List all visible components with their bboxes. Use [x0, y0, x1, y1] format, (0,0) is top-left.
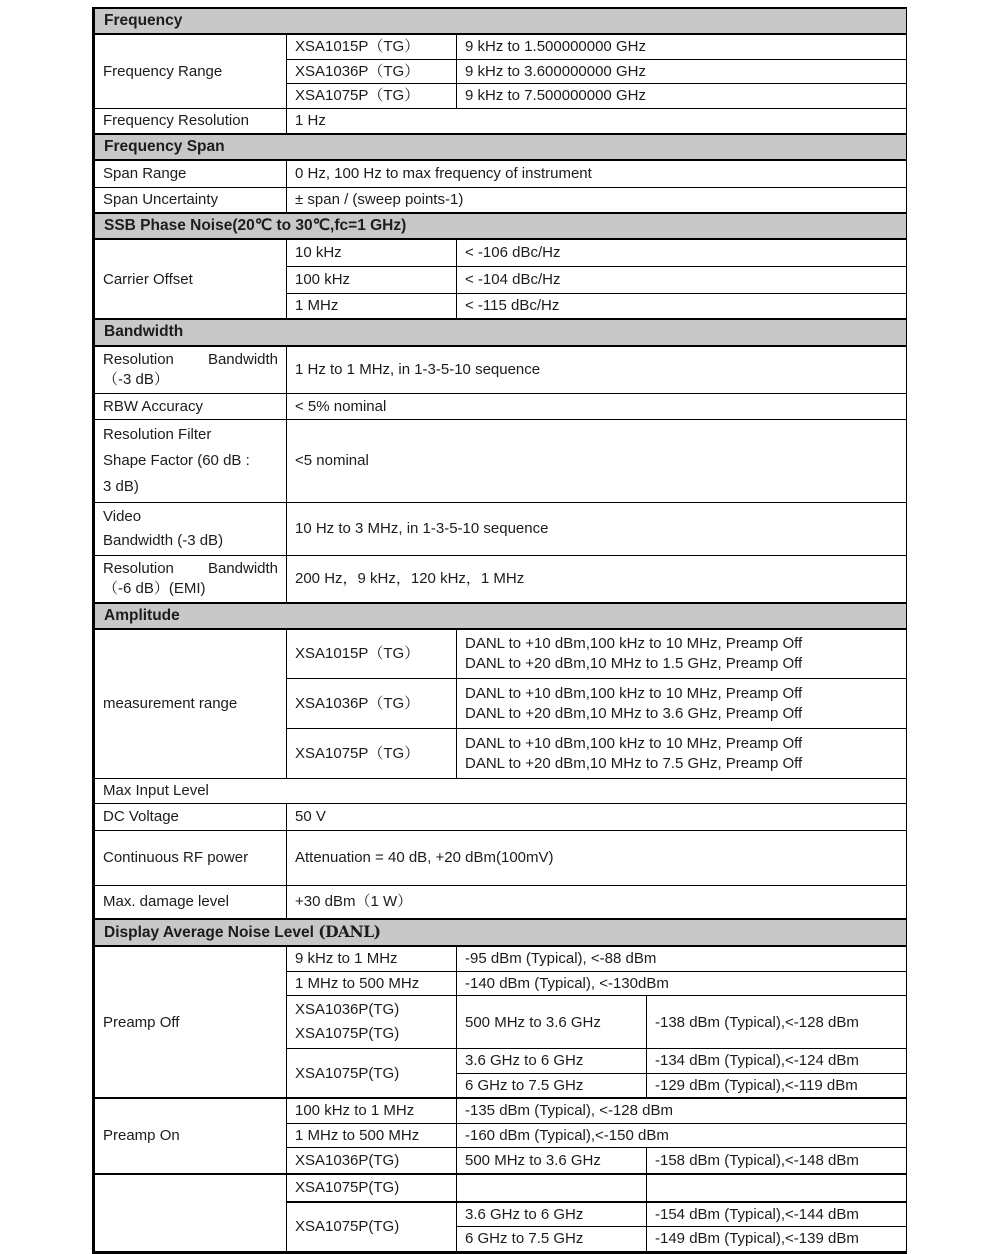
measurement-range-value-line2: DANL to +20 dBm,10 MHz to 1.5 GHz, Preamp Off: [465, 654, 803, 672]
section-header-frequency-span: Frequency Span: [94, 134, 907, 160]
value-cell: Attenuation = 40 dB, +20 dBm(100mV): [287, 830, 907, 885]
rbw-3db-label-line2: （-3 dB）: [103, 370, 169, 388]
value-cell: -158 dBm (Typical),<-148 dBm: [647, 1148, 907, 1174]
value-cell: -129 dBm (Typical),<-119 dBm: [647, 1073, 907, 1098]
measurement-range-value-line2: DANL to +20 dBm,10 MHz to 7.5 GHz, Preamp Off: [465, 754, 803, 772]
value-cell: -160 dBm (Typical),<-150 dBm: [457, 1123, 907, 1148]
range-cell: 3.6 GHz to 6 GHz: [457, 1202, 647, 1227]
model-cell: XSA1075P（TG）: [287, 84, 457, 109]
value-cell: +30 dBm（1 W）: [287, 885, 907, 919]
spec-table: [92, 7, 907, 1254]
preamp-off-label: Preamp Off: [94, 946, 287, 1098]
video-bandwidth-label-line2: Bandwidth (-3 dB): [103, 532, 224, 550]
value-cell: < -104 dBc/Hz: [457, 266, 907, 293]
shape-factor-label-line2: Shape Factor (60 dB :: [103, 452, 250, 470]
shape-factor-label: [94, 420, 287, 503]
value-cell: <5 nominal: [287, 420, 907, 503]
measurement-range-value-line1: DANL to +10 dBm,100 kHz to 10 MHz, Preamp Off: [465, 635, 803, 653]
measurement-range-label: measurement range: [94, 629, 287, 779]
range-cell: 1 MHz to 500 MHz: [287, 1123, 457, 1148]
carrier-offset-label: Carrier Offset: [94, 239, 287, 319]
video-bandwidth-label: [94, 503, 287, 556]
measurement-range-value-line2: DANL to +20 dBm,10 MHz to 3.6 GHz, Preamp Off: [465, 704, 803, 722]
value-cell: -140 dBm (Typical), <-130dBm: [457, 971, 907, 996]
value-cell: [457, 629, 907, 679]
range-cell: 500 MHz to 3.6 GHz: [457, 1148, 647, 1174]
danl-title: Display Average Noise Level: [104, 924, 319, 942]
rbw-6db-emi-label: [94, 556, 287, 603]
range-cell: 6 GHz to 7.5 GHz: [457, 1073, 647, 1098]
frequency-resolution-label: Frequency Resolution: [94, 108, 287, 134]
model-cell: XSA1015P（TG）: [287, 629, 457, 679]
empty-label-cell: [94, 1174, 287, 1253]
value-cell: < 5% nominal: [287, 394, 907, 420]
value-cell: 10 Hz to 3 MHz, in 1-3-5-10 sequence: [287, 503, 907, 556]
shape-factor-label-line1: Resolution Filter: [103, 426, 212, 444]
video-bandwidth-label-line1: Video: [103, 508, 142, 526]
max-damage-level-label: Max. damage level: [94, 885, 287, 919]
value-cell: 1 Hz: [287, 108, 907, 134]
span-range-label: Span Range: [94, 160, 287, 187]
value-cell: -138 dBm (Typical),<-128 dBm: [647, 996, 907, 1049]
empty-range-cell: [457, 1174, 647, 1202]
range-cell: 500 MHz to 3.6 GHz: [457, 996, 647, 1049]
continuous-rf-power-label: Continuous RF power: [94, 830, 287, 885]
value-cell: ± span / (sweep points-1): [287, 187, 907, 213]
section-header-amplitude: Amplitude: [94, 603, 907, 629]
value-cell: 9 kHz to 7.500000000 GHz: [457, 84, 907, 109]
rbw-3db-label: [94, 346, 287, 394]
rbw-accuracy-label: RBW Accuracy: [94, 394, 287, 420]
value-cell: -149 dBm (Typical),<-139 dBm: [647, 1227, 907, 1253]
model-cell: XSA1075P(TG): [287, 1049, 457, 1099]
value-cell: -134 dBm (Typical),<-124 dBm: [647, 1049, 907, 1074]
section-header-frequency: Frequency: [94, 8, 907, 34]
rbw-6db-emi-label-line2: （-6 dB）(EMI): [103, 579, 206, 597]
value-cell: 1 Hz to 1 MHz, in 1-3-5-10 sequence: [287, 346, 907, 394]
rbw-6db-emi-label-line1: Resolution Bandwidth: [103, 560, 278, 578]
value-cell: < -115 dBc/Hz: [457, 293, 907, 319]
value-cell: [457, 729, 907, 779]
value-cell: 200 Hz，9 kHz，120 kHz，1 MHz: [287, 556, 907, 603]
offset-cell: 1 MHz: [287, 293, 457, 319]
range-cell: 6 GHz to 7.5 GHz: [457, 1227, 647, 1253]
model-cell: XSA1036P（TG）: [287, 59, 457, 84]
rbw-3db-label-line1: Resolution Bandwidth: [103, 351, 278, 369]
range-cell: 100 kHz to 1 MHz: [287, 1098, 457, 1123]
model-cell-line1: XSA1036P(TG): [295, 1001, 400, 1019]
model-cell: XSA1015P（TG）: [287, 34, 457, 59]
preamp-on-label: Preamp On: [94, 1098, 287, 1174]
measurement-range-value-line1: DANL to +10 dBm,100 kHz to 10 MHz, Preamp Off: [465, 685, 803, 703]
max-input-level-row: Max Input Level: [94, 779, 907, 804]
danl-title-suffix: (DANL): [318, 922, 381, 942]
value-cell: 0 Hz, 100 Hz to max frequency of instrument: [287, 160, 907, 187]
section-header-bandwidth: Bandwidth: [94, 319, 907, 345]
range-cell: 9 kHz to 1 MHz: [287, 946, 457, 971]
model-cell: [287, 996, 457, 1049]
model-cell: XSA1075P(TG): [287, 1174, 457, 1202]
value-cell: -135 dBm (Typical), <-128 dBm: [457, 1098, 907, 1123]
range-cell: 3.6 GHz to 6 GHz: [457, 1049, 647, 1074]
offset-cell: 10 kHz: [287, 239, 457, 266]
model-cell: XSA1075P(TG): [287, 1202, 457, 1253]
model-cell-line2: XSA1075P(TG): [295, 1025, 400, 1043]
frequency-range-label: Frequency Range: [94, 34, 287, 108]
value-cell: 9 kHz to 1.500000000 GHz: [457, 34, 907, 59]
empty-value-cell: [647, 1174, 907, 1202]
value-cell: -95 dBm (Typical), <-88 dBm: [457, 946, 907, 971]
model-cell: XSA1075P（TG）: [287, 729, 457, 779]
model-cell: XSA1036P(TG): [287, 1148, 457, 1174]
span-uncertainty-label: Span Uncertainty: [94, 187, 287, 213]
dc-voltage-label: DC Voltage: [94, 803, 287, 830]
shape-factor-label-line3: 3 dB): [103, 478, 139, 496]
offset-cell: 100 kHz: [287, 266, 457, 293]
measurement-range-value-line1: DANL to +10 dBm,100 kHz to 10 MHz, Preamp Off: [465, 735, 803, 753]
value-cell: [457, 679, 907, 729]
value-cell: -154 dBm (Typical),<-144 dBm: [647, 1202, 907, 1227]
section-header-ssb-phase-noise: SSB Phase Noise(20℃ to 30℃,fc=1 GHz): [94, 213, 907, 239]
value-cell: < -106 dBc/Hz: [457, 239, 907, 266]
section-header-danl: [94, 919, 907, 946]
value-cell: 9 kHz to 3.600000000 GHz: [457, 59, 907, 84]
model-cell: XSA1036P（TG）: [287, 679, 457, 729]
range-cell: 1 MHz to 500 MHz: [287, 971, 457, 996]
value-cell: 50 V: [287, 803, 907, 830]
